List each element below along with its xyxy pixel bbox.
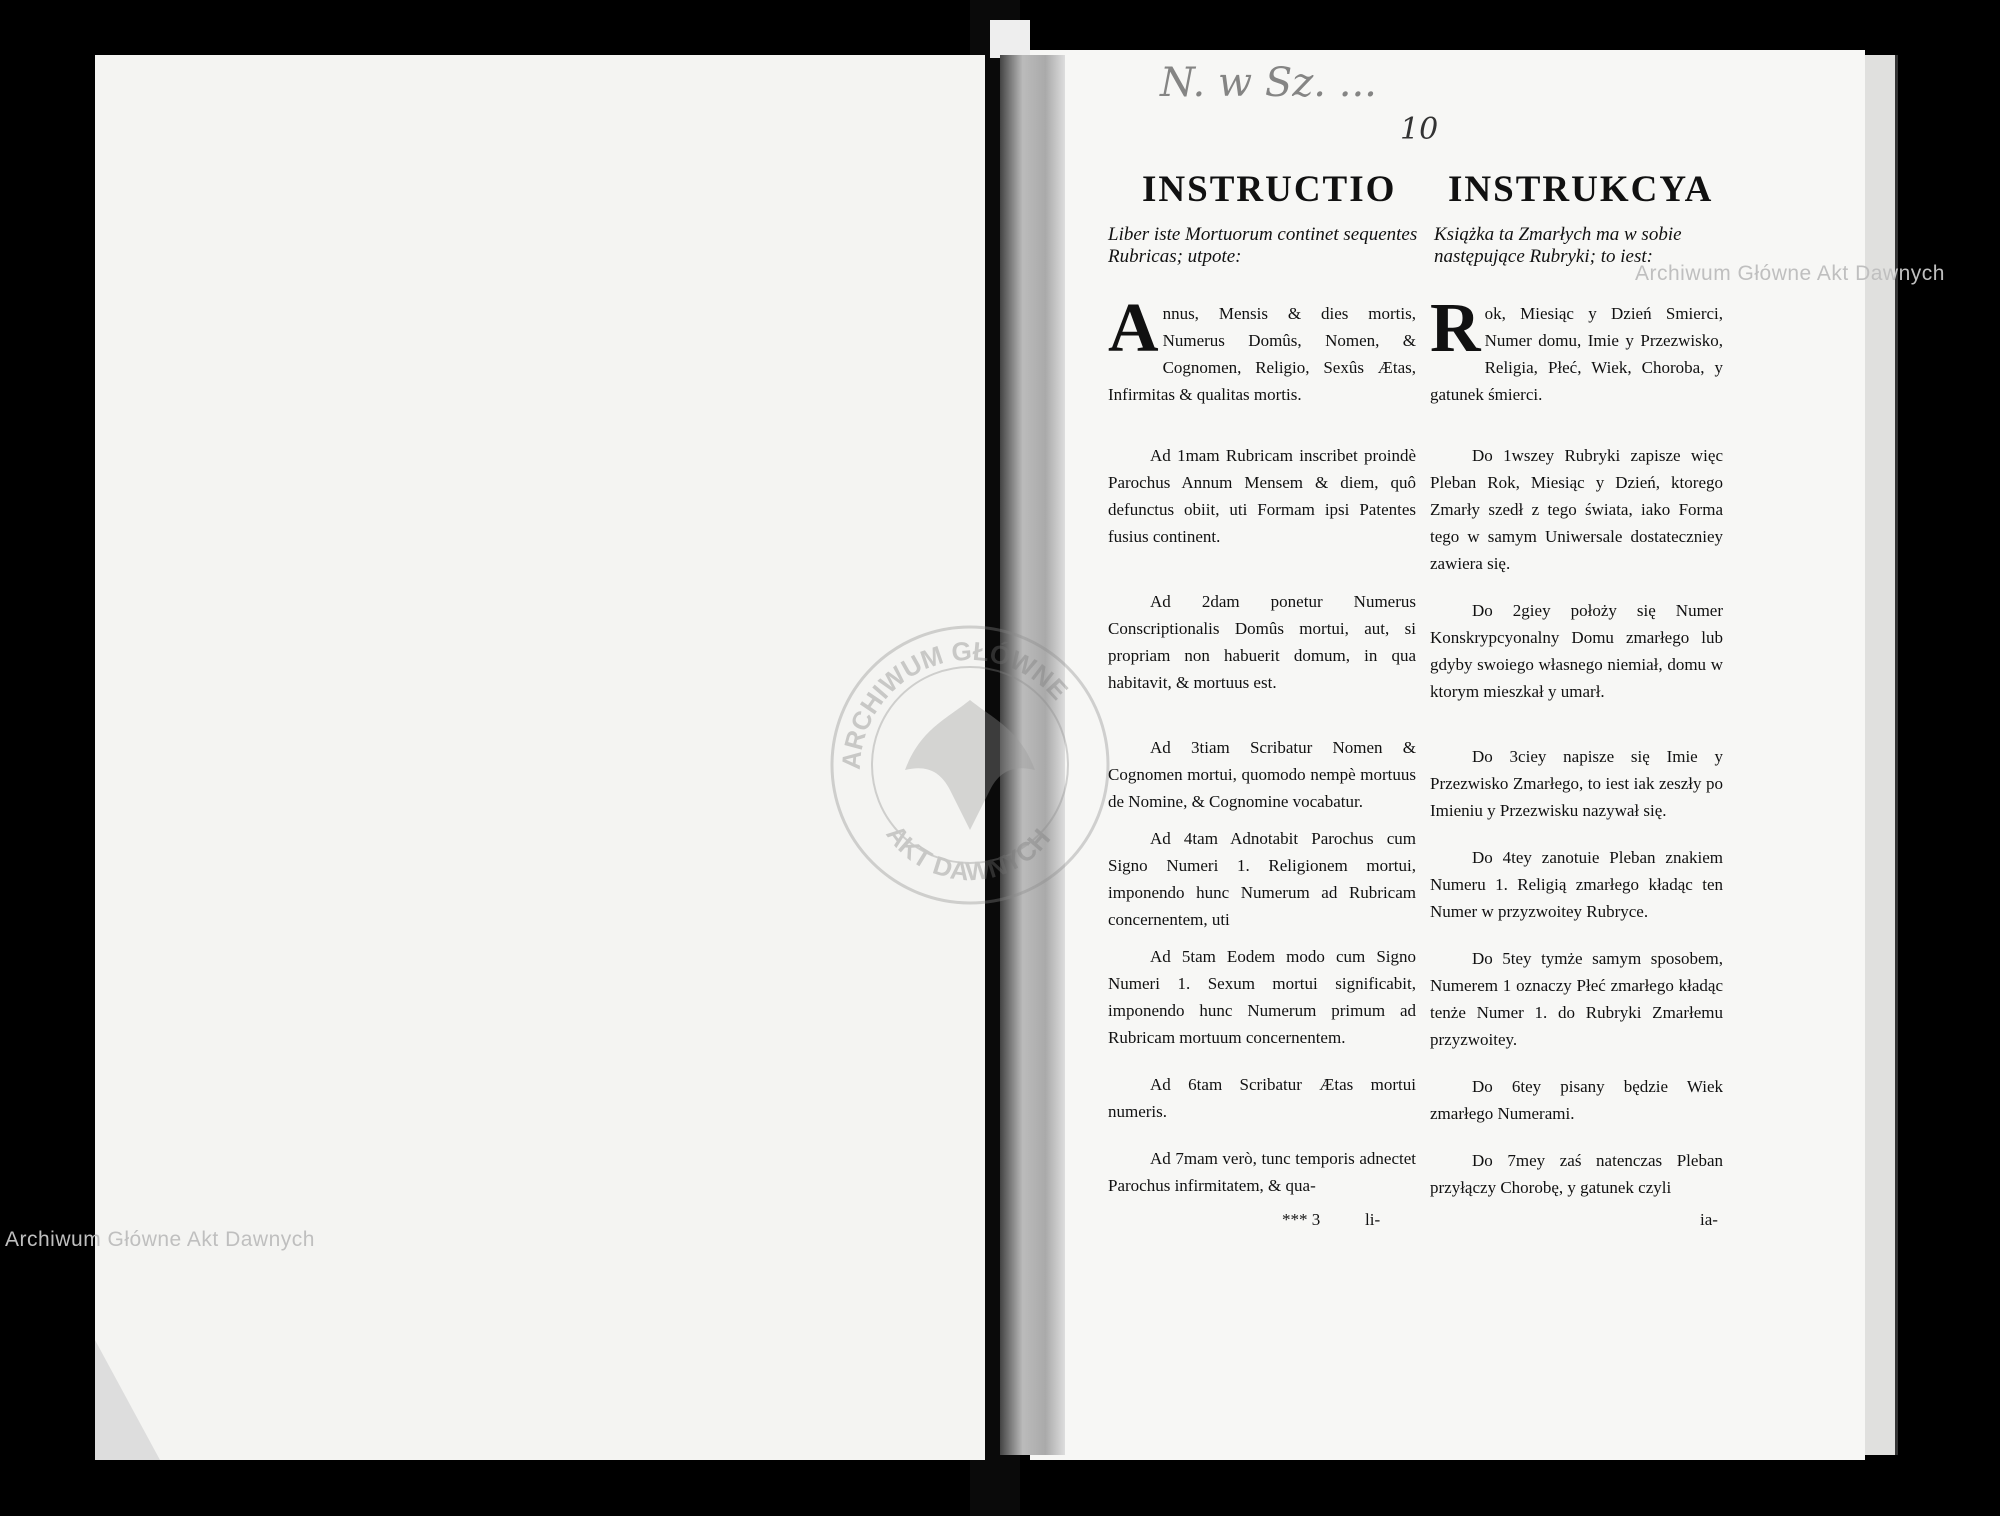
polish-rubric-3: Do 3ciey napisze się Imie y Przezwisko Zmarłego, to iest iak zeszły po Imieniu y Przezwisku nazywał się. xyxy=(1430,747,1723,820)
polish-catchword: ia- xyxy=(1700,1210,1718,1229)
latin-column xyxy=(1108,290,1416,1199)
seal-text-top: ARCHIWUM GŁÓWNE xyxy=(835,635,1075,771)
latin-intro: nnus, Mensis & dies mortis, Numerus Domûs, Nomen, & Cognomen, Religio, Sexûs Ætas, Infirmitas & qualitas mortis. xyxy=(1108,304,1416,404)
polish-rubric-2: Do 2giey położy się Numer Konskrypcyonalny Domu zmarłego lub gdyby swoiego własnego niemiał, domu w ktorym mieszkał y umarł. xyxy=(1430,601,1723,701)
latin-drop-cap: A xyxy=(1108,290,1159,367)
archive-seal-stamp xyxy=(825,620,1115,910)
gutter-label xyxy=(990,20,1030,58)
polish-subtitle: Książka ta Zmarłych ma w sobie następujące Rubryki; to iest: xyxy=(1434,224,1682,267)
latin-title: INSTRUCTIO xyxy=(1142,169,1397,210)
handwritten-page-number: 10 xyxy=(1400,112,1439,147)
polish-rubric-4: Do 4tey zanotuie Pleban znakiem Numeru 1. Religią zmarłego kładąc ten Numer w przyzwoitey Rubryce. xyxy=(1430,848,1723,921)
signature-mark: *** 3 xyxy=(1282,1210,1321,1229)
watermark-left: Archiwum Główne Akt Dawnych xyxy=(5,1228,315,1251)
handwritten-header: N. w Sz. ... xyxy=(1160,60,1377,106)
seal-text-bottom: AKT DAWNYCH xyxy=(880,819,1057,887)
watermark-top-right: Archiwum Główne Akt Dawnych xyxy=(1635,262,1945,285)
page-corner-fold xyxy=(95,1340,160,1460)
latin-rubric-6: Ad 6tam Scribatur Ætas mortui numeris. xyxy=(1108,1075,1416,1121)
polish-rubric-7: Do 7mey zaś natenczas Pleban przyłączy Chorobę, y gatunek czyli xyxy=(1430,1151,1723,1197)
latin-catchword: li- xyxy=(1365,1210,1381,1229)
polish-intro: ok, Miesiąc y Dzień Smierci, Numer domu, Imie y Przezwisko, Religia, Płeć, Wiek, Choroba, y gatunek śmierci. xyxy=(1430,304,1723,404)
latin-rubric-4: Ad 4tam Adnotabit Parochus cum Signo Numeri 1. Religionem mortui, imponendo hunc Numerum ad Rubricam concernentem, uti xyxy=(1108,829,1416,929)
latin-subtitle: Liber iste Mortuorum continet sequentes Rubricas; utpote: xyxy=(1108,224,1418,267)
polish-title: INSTRUKCYA xyxy=(1448,169,1714,210)
latin-rubric-2: Ad 2dam ponetur Numerus Conscriptionalis Domûs mortui, aut, si propriam non habuerit domum, in qua habitavit, & mortuus est. xyxy=(1108,592,1416,692)
latin-rubric-5: Ad 5tam Eodem modo cum Signo Numeri 1. Sexum mortui significabit, imponendo hunc Numerum primum ad Rubricam mortuum concernentem. xyxy=(1108,947,1416,1047)
polish-rubric-5: Do 5tey tymże samym sposobem, Numerem 1 oznaczy Płeć zmarłego kładąc tenże Numer 1. do Rubryki Zmarłemu przyzwoitey. xyxy=(1430,949,1723,1049)
polish-rubric-6: Do 6tey pisany będzie Wiek zmarłego Numerami. xyxy=(1430,1077,1723,1123)
latin-rubric-7: Ad 7mam verò, tunc temporis adnectet Parochus infirmitatem, & qua- xyxy=(1108,1149,1416,1195)
latin-rubric-1: Ad 1mam Rubricam inscribet proindè Parochus Annum Mensem & diem, quô defunctus obiit, uti Formam ipsi Patentes fusius continent. xyxy=(1108,446,1416,546)
svg-text:AKT DAWNYCH xyxy=(880,819,1056,887)
polish-rubric-1: Do 1wszey Rubryki zapisze więc Pleban Rok, Miesiąc y Dzień, ktorego Zmarły szedł z tego świata, iako Forma tego w samym Uniwersale dostateczniey zawiera się. xyxy=(1430,446,1723,573)
polish-drop-cap: R xyxy=(1430,290,1481,367)
latin-rubric-3: Ad 3tiam Scribatur Nomen & Cognomen mortui, quomodo nempè mortuus de Nomine, & Cognomine vocabatur. xyxy=(1108,738,1416,811)
polish-column xyxy=(1430,290,1723,1201)
